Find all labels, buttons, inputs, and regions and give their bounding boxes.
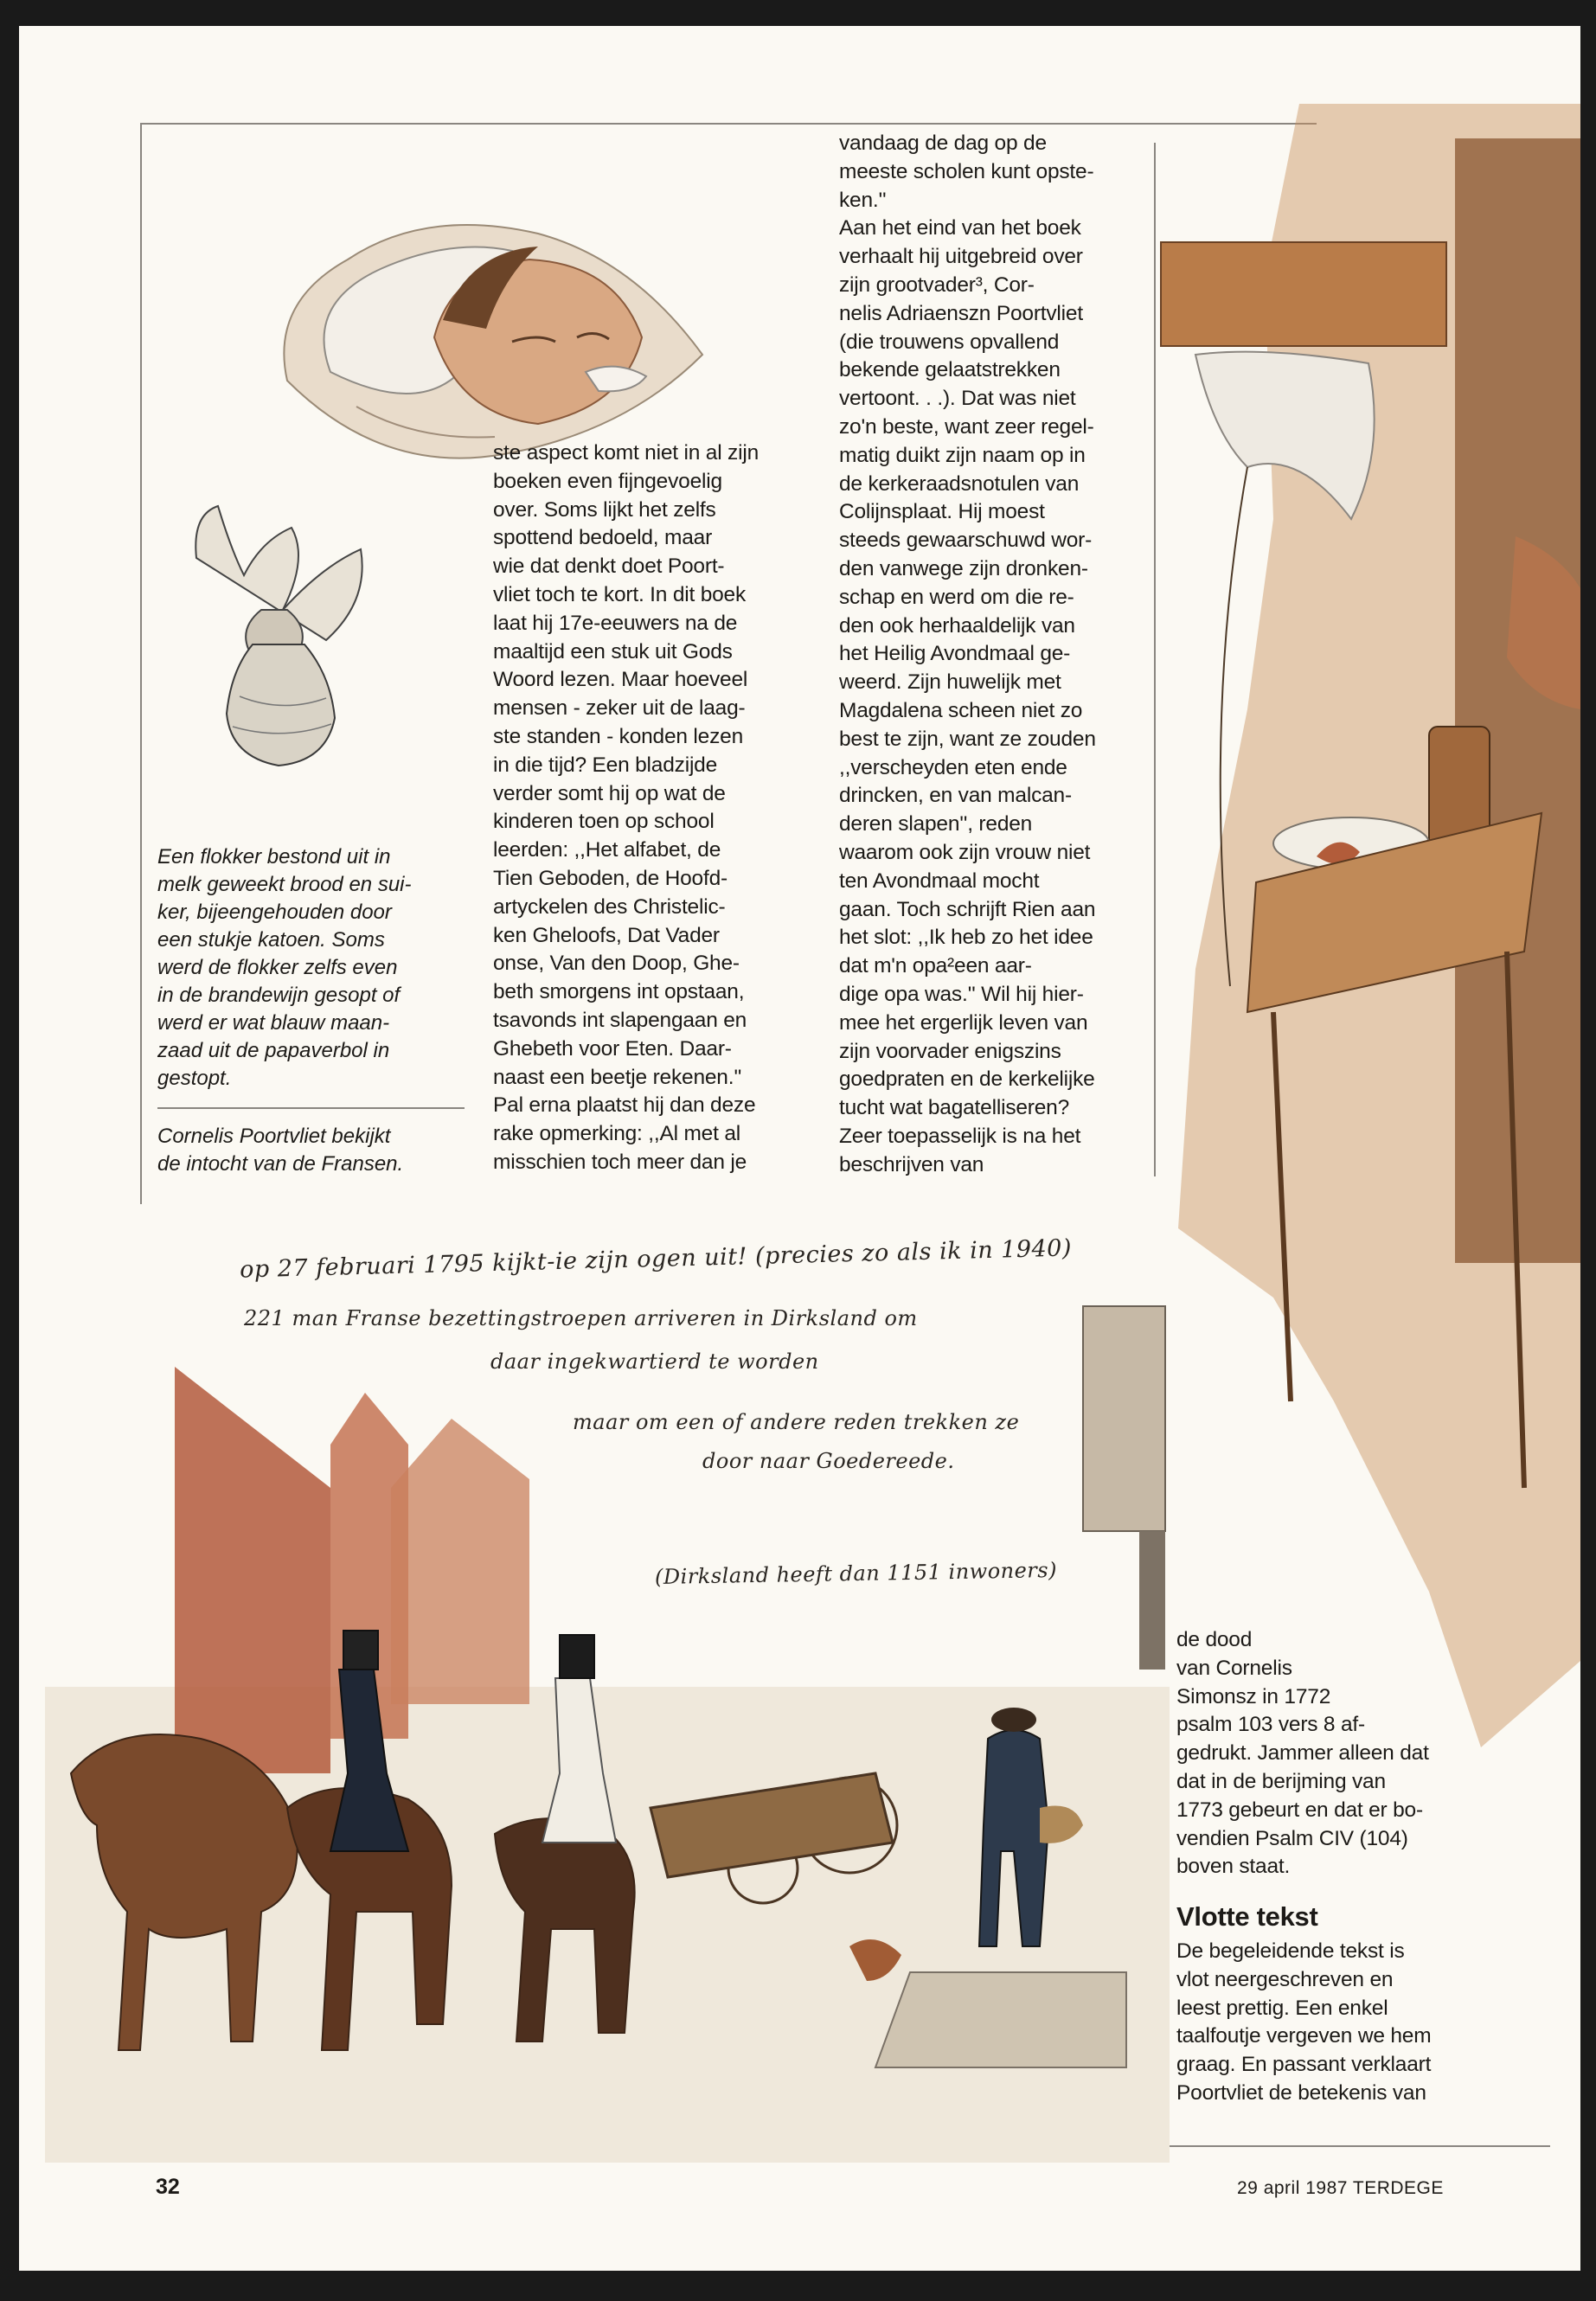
handwritten-line-3: daar ingekwartierd te worden	[490, 1349, 819, 1374]
cornelis-caption: Cornelis Poortvliet bekijkt de intocht van de Fransen.	[157, 1125, 404, 1176]
left-rule	[140, 123, 142, 1204]
right-column-text: vandaag de dag op de meeste scholen kunt opste- ken.'' Aan het eind van het boek verhaalt hij uitgebreid over zijn grootvader³, Cor- nelis Adriaenszn Poortvliet (die trouwens opvallend bekende gelaatstrekken vertoont. . .). Dat was niet zo'n beste, want zeer regel- matig duikt zijn naam op in de kerkeraadsnotulen van Colijnsplaat. Hij moest steeds gewaarschuwd wor- den vanwege zijn dronken- schap en werd om die re- den ook herhaaldelijk van het Heilig Avondmaal ge- weerd. Zijn huwelijk met Magdalena scheen niet zo best te zijn, want ze zouden ,,verscheyden eten ende drincken, en van malcan- deren slapen'', reden waarom ook zijn vrouw niet ten Avondmaal mocht gaan. Toch schrijft Rien aan het slot: ,,Ik heb zo het idee dat m'n opa²een aar- dige opa was.'' Wil hij hier- mee het ergerlijk leven van zijn voorvader enigszins goedpraten en de kerkelijke tucht wat bagatelliseren? Zeer toepasselijk is na het beschrijven van	[839, 131, 1096, 1176]
handwritten-line-5: door naar Goedereede.	[702, 1449, 955, 1473]
section-heading: Vlotte tekst	[1176, 1901, 1318, 1932]
handwritten-line-4: maar om een of andere reden trekken ze	[573, 1410, 1020, 1434]
handwritten-line-6: (Dirksland heeft dan 1151 inwoners)	[654, 1557, 1058, 1590]
flokker-illustration	[179, 497, 378, 783]
bottom-rule	[1170, 2145, 1550, 2147]
kitchen-table-illustration	[1144, 104, 1580, 1747]
middle-column-text: ste aspect komt niet in al zijn boeken even fijngevoelig over. Soms lijkt het zelfs spottend bedoeld, maar wie dat denkt doet Poort- vliet toch te kort. In dit boek laat hij 17e-eeuwers na de maaltijd een stuk uit Gods Woord lezen. Maar hoeveel mensen - zeker uit de laag- ste standen - konden lezen in die tijd? Een bladzijde verder somt hij op wat de kinderen toen op school leerden: ,,Het alfabet, de Tien Geboden, de Hoofd- artyckelen des Christelic- ken Gheloofs, Dat Vader onse, Van den Doop, Ghe- beth smorgens int opstaan, tsavonds int slapengaan en Ghebeth voor Eten. Daar- naast een beetje rekenen.'' Pal erna plaatst hij dan deze rake opmerking: ,,Al met al misschien toch meer dan je	[493, 441, 760, 1174]
magazine-page	[19, 26, 1580, 2271]
flokker-caption: Een flokker bestond uit in melk geweekt brood en sui- ker, bijeengehouden door een stukje katoen. Soms werd de flokker zelfs even in de brandewijn gesopt of werd er wat blauw maan- zaad uit de papaverbol in gestopt.	[157, 845, 412, 1090]
after-heading-text: De begeleidende tekst is vlot neergeschreven en leest prettig. Een enkel taalfoutje vergeven we hem graag. En passant verklaart Poortvliet de betekenis van	[1176, 1939, 1432, 2105]
handwritten-line-1: op 27 februari 1795 kijkt-ie zijn ogen uit! (precies zo als ik in 1940)	[239, 1234, 1073, 1284]
caption-divider	[157, 1107, 465, 1109]
far-right-column-text: de dood van Cornelis Simonsz in 1772 psalm 103 vers 8 af- gedrukt. Jammer alleen dat dat in de berijming van 1773 gebeurt en dat er bo- vendien Psalm CIV (104) boven staat.	[1176, 1628, 1429, 1879]
footer-date-publication: 29 april 1987 TERDEGE	[1237, 2178, 1444, 2198]
handwritten-line-2: 221 man Franse bezettingstroepen arriveren in Dirksland om	[244, 1306, 918, 1330]
page-number: 32	[156, 2175, 180, 2199]
top-rule	[140, 123, 1317, 125]
